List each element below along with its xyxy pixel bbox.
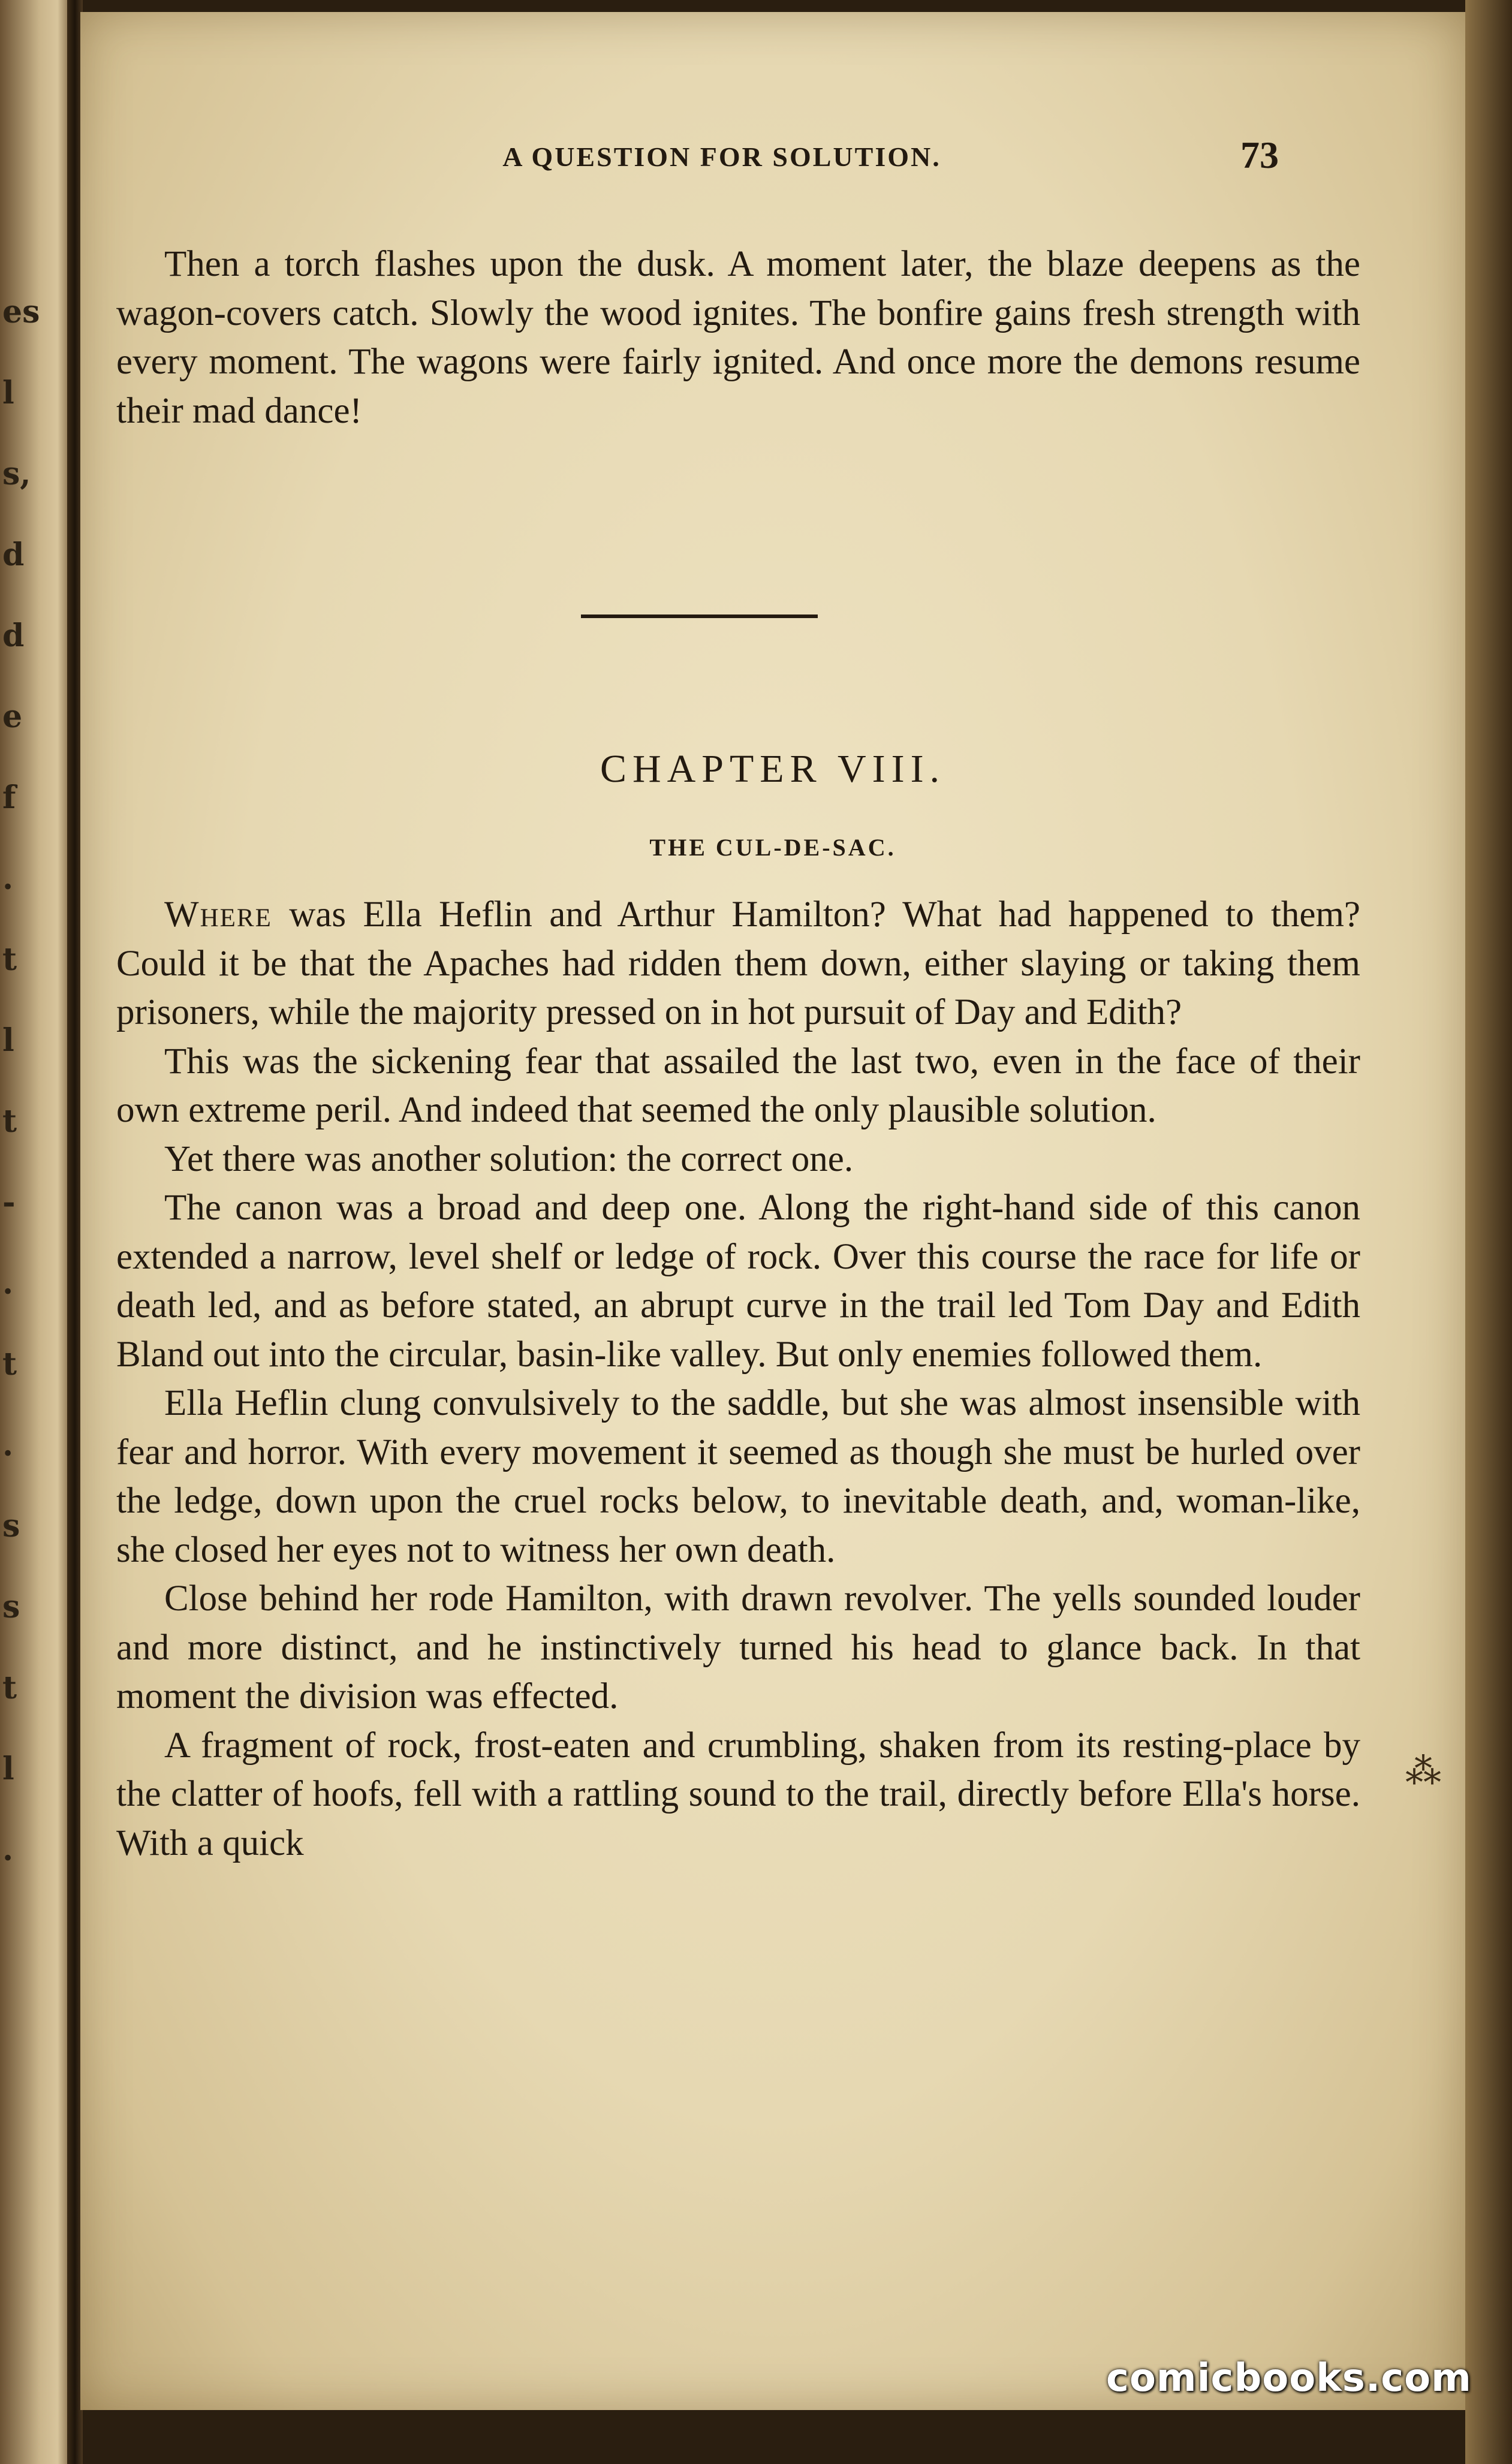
page-number: 73	[1240, 134, 1279, 176]
fragment-letter: f	[2, 779, 16, 816]
paragraph: Yet there was another solution: the correct one.	[164, 1138, 854, 1179]
paragraph: This was the sickening fear that assailed the last two, even in the face of their own extreme peril. And indeed that seemed the only plausible solution.	[116, 1041, 1360, 1130]
paragraph: Ella Heflin clung convulsively to the saddle, but she was almost insensible with fear and horror. With every movement it seemed as though she must be hurled over the ledge, down upon the cruel rocks below, to inevitable death, and, woman-like, she closed her eyes not to witness her own death.	[116, 1383, 1360, 1570]
fragment-letter: -	[2, 1184, 16, 1221]
paragraph: Close behind her rode Hamilton, with drawn revolver. The yells sounded louder and more distinct, and he instinctively turned his head to glance back. In that moment the division was effected.	[116, 1579, 1360, 1716]
lead-word: Where	[164, 894, 272, 935]
fragment-letter: es	[2, 294, 40, 330]
fragment-letter: t	[2, 1346, 17, 1382]
fragment-letter: l	[2, 1022, 14, 1059]
fragment-letter: d	[2, 537, 25, 573]
fragment-letter: l	[2, 1751, 14, 1787]
fragment-letter: .	[2, 1265, 14, 1302]
book-page	[80, 12, 1465, 2410]
fragment-letter: t	[2, 941, 17, 978]
section-before-chapter	[116, 240, 1360, 435]
chapter-subtitle: THE CUL-DE-SAC.	[649, 834, 896, 861]
fragment-letter: t	[2, 1670, 17, 1706]
paragraph: A fragment of rock, frost-eaten and crumbling, shaken from its resting-place by the clatter of hoofs, fell with a rattling sound to the trail, directly before Ella's horse. With a quick	[116, 1725, 1360, 1863]
fragment-letter: .	[2, 860, 14, 897]
fragment-letter: t	[2, 1103, 17, 1140]
site-watermark: comicbooks.com	[1106, 2356, 1472, 2400]
margin-ink-mark: ⁂	[1405, 1751, 1441, 1793]
fragment-letter: .	[2, 1832, 14, 1868]
running-head: A QUESTION FOR SOLUTION.	[502, 141, 941, 172]
fragment-letter: l	[2, 375, 14, 411]
fragment-letter: s	[2, 1508, 20, 1544]
paragraph	[116, 890, 1360, 1037]
paragraph: The canon was a broad and deep one. Along the right-hand side of this canon extended a narrow, level shelf or ledge of rock. Over this course the race for life or death led, and as before stated, an abrupt curve in the trail led Tom Day and Edith Bland out into the circular, basin-like valley. But only enemies followed them.	[116, 1188, 1360, 1375]
fragment-letter: .	[2, 1427, 14, 1463]
adjacent-page-fragments	[0, 0, 42, 2464]
section-divider-rule	[581, 615, 818, 618]
paragraph: Then a torch flashes upon the dusk. A moment later, the blaze deepens as the wagon-covers catch. Slowly the wood ignites. The bonfire gains fresh strength with every moment. The wagons were fairly ignited. And once more the demons resume their mad dance!	[116, 244, 1360, 431]
fragment-letter: e	[2, 698, 23, 735]
paragraph-text: was Ella Heflin and Arthur Hamilton? What had happened to them? Could it be that the Apaches had ridden them down, either slaying or taking them prisoners, while the majority pressed on in hot pursuit of Day and Edith?	[116, 894, 1360, 1032]
chapter-heading: CHAPTER VIII.	[600, 747, 946, 791]
fragment-letter: d	[2, 617, 25, 654]
chapter-body	[116, 890, 1360, 1867]
page-right-edge	[1465, 0, 1512, 2464]
fragment-letter: s	[2, 1589, 20, 1625]
fragment-letter: s,	[2, 456, 31, 492]
